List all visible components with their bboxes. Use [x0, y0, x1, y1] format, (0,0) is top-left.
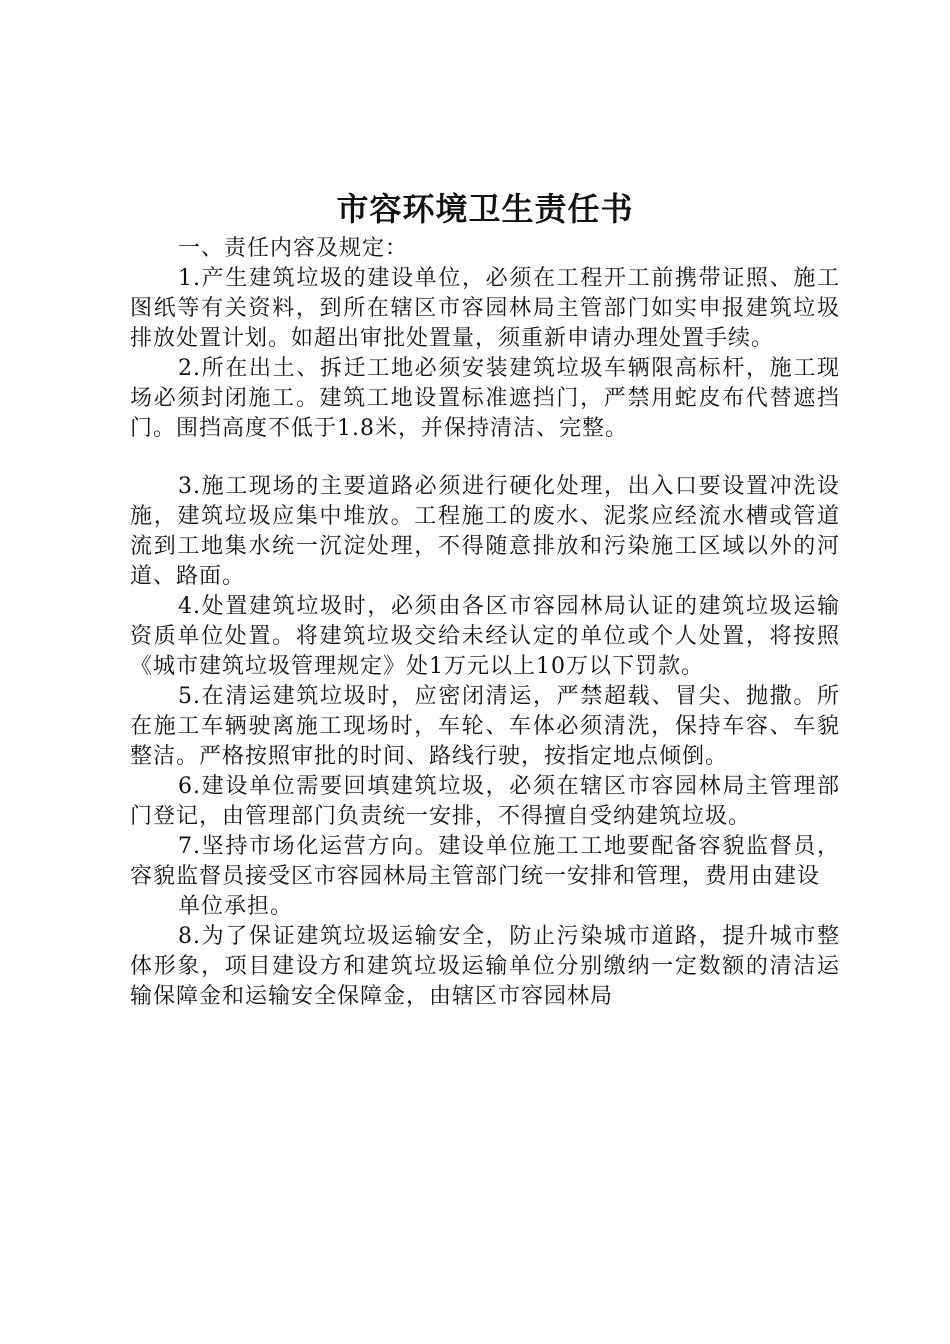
clause-8: 8.为了保证建筑垃圾运输安全，防止污染城市道路，提升城市整体形象，项目建设方和建筑垃圾运输单位分别缴纳一定数额的清洁运输保障金和运输安全保障金，由辖区市容园林局 [130, 924, 840, 1009]
clause-2: 2.所在出土、拆迁工地必须安装建筑垃圾车辆限高标杆，施工现场必须封闭施工。建筑工地设置标准遮挡门，严禁用蛇皮布代替遮挡门。围挡高度不低于1.8米，并保持清洁、完整。 [130, 356, 840, 441]
clause-6: 6.建设单位需要回填建筑垃圾，必须在辖区市容园林局主管理部门登记，由管理部门负责统一安排，不得擅自受纳建筑垃圾。 [130, 774, 840, 829]
clause-4: 4.处置建筑垃圾时，必须由各区市容园林局认证的建筑垃圾运输资质单位处置。将建筑垃圾交给未经认定的单位或个人处置，将按照《城市建筑垃圾管理规定》处1万元以上10万以下罚款。 [130, 594, 840, 679]
clause-1: 1.产生建筑垃圾的建设单位，必须在工程开工前携带证照、施工图纸等有关资料，到所在辖区市容园林局主管部门如实申报建筑垃圾排放处置计划。如超出审批处置量，须重新申请办理处置手续。 [130, 266, 840, 351]
clause-7-continuation: 单位承担。 [178, 894, 294, 919]
clause-7: 7.坚持市场化运营方向。建设单位施工工地要配备容貌监督员，容貌监督员接受区市容园林局主管部门统一安排和管理，费用由建设 [130, 834, 840, 889]
clause-3: 3.施工现场的主要道路必须进行硬化处理，出入口要设置冲洗设施，建筑垃圾应集中堆放。工程施工的废水、泥浆应经流水槽或管道流到工地集水统一沉淀处理，不得随意排放和污染施工区域以外的河道、路面。 [130, 474, 840, 589]
document-page [130, 188, 840, 1012]
clause-5: 5.在清运建筑垃圾时，应密闭清运，严禁超载、冒尖、抛撒。所在施工车辆驶离施工现场时，车轮、车体必须清洗，保持车容、车貌整洁。严格按照审批的时间、路线行驶，按指定地点倾倒。 [130, 684, 840, 769]
document-title: 市容环境卫生责任书 [336, 190, 634, 228]
section-heading-responsibility: 一、责任内容及规定： [178, 236, 409, 261]
